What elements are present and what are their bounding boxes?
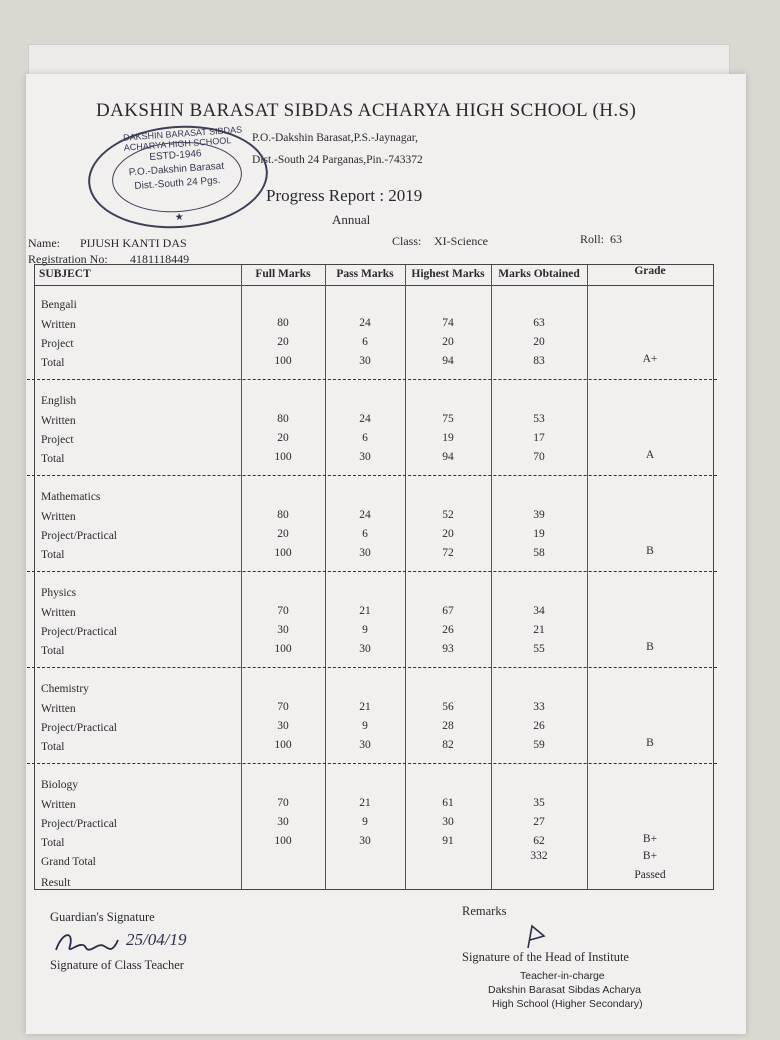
marks-cell-full: 70 [277, 797, 289, 809]
row-label: Total [41, 645, 65, 657]
marks-cell-full: 80 [277, 509, 289, 521]
header-pass-marks: Pass Marks [336, 268, 394, 280]
marks-cell-full: 100 [274, 739, 292, 751]
row-label: Written [41, 607, 76, 619]
marks-cell-full: 20 [277, 336, 289, 348]
marks-cell-high: 93 [442, 643, 454, 655]
marks-cell-high: 75 [442, 413, 454, 425]
grade-cell: A+ [642, 353, 658, 365]
marks-cell-obt: 26 [533, 720, 545, 732]
marks-cell-full: 80 [277, 413, 289, 425]
head-stamp-designation: Teacher-in-charge [520, 970, 605, 982]
registration-value: 4181118449 [130, 252, 190, 266]
marks-cell-high: 52 [442, 509, 454, 521]
marks-cell-pass: 6 [362, 336, 368, 348]
class-value: XI-Science [434, 234, 488, 248]
marks-cell-obt: 55 [533, 643, 545, 655]
marks-cell-pass: 21 [359, 605, 371, 617]
star-icon: ★ [174, 211, 185, 224]
marks-cell-pass: 24 [359, 317, 371, 329]
class-teacher-signature-label: Signature of Class Teacher [50, 958, 184, 972]
marks-cell-high: 94 [442, 355, 454, 367]
report-card-sheet [26, 74, 746, 1034]
marks-cell-obt: 17 [533, 432, 545, 444]
report-title: Progress Report : 2019 [266, 186, 423, 205]
stamp-established: ESTD-1946 [149, 148, 202, 163]
marks-cell-obt: 58 [533, 547, 545, 559]
head-signature-label: Signature of the Head of Institute [462, 950, 629, 964]
row-label: Project/Practical [41, 530, 117, 542]
roll-value: 63 [610, 232, 622, 246]
school-stamp [85, 120, 272, 234]
marks-cell-pass: 24 [359, 413, 371, 425]
marks-cell-full: 30 [277, 720, 289, 732]
row-label: Total [41, 549, 65, 561]
marks-cell-pass: 30 [359, 355, 371, 367]
grand-total-label: Grand Total [41, 856, 96, 868]
marks-cell-obt: 59 [533, 739, 545, 751]
marks-cell-pass: 9 [362, 624, 368, 636]
marks-cell-high: 61 [442, 797, 454, 809]
marks-cell-high: 26 [442, 624, 454, 636]
subject-name: Biology [41, 779, 79, 791]
marks-cell-high: 82 [442, 739, 454, 751]
row-label: Written [41, 799, 76, 811]
marks-cell-obt: 83 [533, 355, 545, 367]
grade-cell: B+ [642, 833, 658, 845]
stamp-ring-text: DAKSHIN BARASAT SIBDAS ACHARYA HIGH SCHOOL [122, 124, 243, 153]
row-label: Project/Practical [41, 722, 117, 734]
marks-cell-obt: 53 [533, 413, 545, 425]
marks-cell-high: 74 [442, 317, 454, 329]
row-label: Total [41, 357, 65, 369]
marks-table [34, 264, 714, 890]
marks-cell-pass: 24 [359, 509, 371, 521]
marks-cell-full: 20 [277, 432, 289, 444]
row-label: Project [41, 338, 74, 350]
result-label: Result [41, 877, 71, 889]
marks-cell-full: 20 [277, 528, 289, 540]
marks-cell-pass: 21 [359, 797, 371, 809]
marks-cell-high: 30 [442, 816, 454, 828]
remarks-label: Remarks [462, 904, 507, 918]
marks-cell-full: 30 [277, 624, 289, 636]
header-subject: SUBJECT [39, 268, 91, 280]
marks-cell-obt: 19 [533, 528, 545, 540]
marks-cell-pass: 30 [359, 643, 371, 655]
marks-cell-obt: 21 [533, 624, 545, 636]
row-label: Total [41, 837, 65, 849]
marks-cell-high: 72 [442, 547, 454, 559]
marks-cell-pass: 30 [359, 547, 371, 559]
header-full-marks: Full Marks [255, 268, 311, 280]
student-name: PIJUSH KANTI DAS [80, 236, 187, 250]
marks-cell-full: 30 [277, 816, 289, 828]
marks-cell-obt: 27 [533, 816, 545, 828]
marks-cell-obt: 35 [533, 797, 545, 809]
marks-cell-obt: 20 [533, 336, 545, 348]
marks-cell-pass: 6 [362, 528, 368, 540]
row-label: Project/Practical [41, 818, 117, 830]
subject-separator [27, 667, 717, 668]
head-signature [522, 922, 550, 952]
header-marks-obtained: Marks Obtained [498, 268, 580, 280]
subject-separator [27, 763, 717, 764]
subject-separator [27, 475, 717, 476]
stamp-district: Dist.-South 24 Pgs. [134, 175, 221, 193]
grade-cell: B [646, 737, 654, 749]
marks-cell-high: 94 [442, 451, 454, 463]
marks-cell-full: 80 [277, 317, 289, 329]
marks-cell-full: 100 [274, 451, 292, 463]
grand-total-value: 332 [530, 850, 548, 862]
marks-cell-full: 100 [274, 547, 292, 559]
row-label: Written [41, 319, 76, 331]
school-name: DAKSHIN BARASAT SIBDAS ACHARYA HIGH SCHOOL (H.S) [96, 100, 637, 121]
school-address-line2: Dist.-South 24 Parganas,Pin.-743372 [252, 154, 423, 166]
roll-label: Roll: [580, 232, 605, 246]
marks-cell-high: 20 [442, 528, 454, 540]
school-address-line1: P.O.-Dakshin Barasat,P.S.-Jaynagar, [252, 132, 418, 144]
marks-cell-high: 19 [442, 432, 454, 444]
marks-cell-pass: 21 [359, 701, 371, 713]
student-name-label: Name: [28, 236, 60, 250]
result-value: Passed [634, 869, 666, 881]
class-label: Class: [392, 234, 422, 248]
head-stamp-school-type: High School (Higher Secondary) [492, 998, 643, 1010]
row-label: Total [41, 741, 65, 753]
grade-cell: B [646, 641, 654, 653]
row-label: Written [41, 703, 76, 715]
row-label: Written [41, 415, 76, 427]
marks-cell-pass: 9 [362, 816, 368, 828]
marks-cell-high: 91 [442, 835, 454, 847]
teacher-signature [52, 926, 122, 960]
marks-cell-pass: 9 [362, 720, 368, 732]
marks-cell-high: 28 [442, 720, 454, 732]
marks-cell-pass: 30 [359, 835, 371, 847]
grand-total-grade: B+ [642, 850, 658, 862]
subject-separator [27, 571, 717, 572]
marks-cell-pass: 30 [359, 451, 371, 463]
report-subtitle: Annual [332, 212, 371, 227]
grade-cell: A [645, 449, 655, 461]
subject-name: Physics [41, 587, 77, 599]
signature-date: 25/04/19 [126, 930, 187, 949]
marks-cell-high: 56 [442, 701, 454, 713]
marks-cell-full: 70 [277, 605, 289, 617]
guardian-signature-label: Guardian's Signature [50, 910, 155, 924]
marks-cell-full: 100 [274, 643, 292, 655]
subject-name: Bengali [41, 299, 77, 311]
marks-cell-obt: 33 [533, 701, 545, 713]
subject-name: Chemistry [41, 683, 89, 695]
registration-label: Registration No: [28, 252, 108, 266]
marks-cell-pass: 6 [362, 432, 368, 444]
row-label: Project [41, 434, 74, 446]
head-stamp-school: Dakshin Barasat Sibdas Acharya [488, 984, 641, 996]
row-label: Project/Practical [41, 626, 117, 638]
grade-cell: B [646, 545, 654, 557]
marks-cell-obt: 39 [533, 509, 545, 521]
subject-name: English [41, 395, 77, 407]
marks-cell-full: 70 [277, 701, 289, 713]
marks-cell-pass: 30 [359, 739, 371, 751]
marks-cell-obt: 62 [533, 835, 545, 847]
header-grade: Grade [634, 265, 666, 277]
marks-cell-full: 100 [274, 835, 292, 847]
row-label: Total [41, 453, 65, 465]
subject-separator [27, 379, 717, 380]
subject-name: Mathematics [41, 491, 101, 503]
marks-cell-high: 67 [442, 605, 454, 617]
marks-cell-obt: 34 [533, 605, 545, 617]
marks-cell-obt: 70 [533, 451, 545, 463]
marks-cell-high: 20 [442, 336, 454, 348]
marks-cell-full: 100 [274, 355, 292, 367]
marks-cell-obt: 63 [533, 317, 545, 329]
header-highest-marks: Highest Marks [411, 268, 485, 280]
row-label: Written [41, 511, 76, 523]
stamp-post-office: P.O.-Dakshin Barasat [128, 160, 225, 179]
